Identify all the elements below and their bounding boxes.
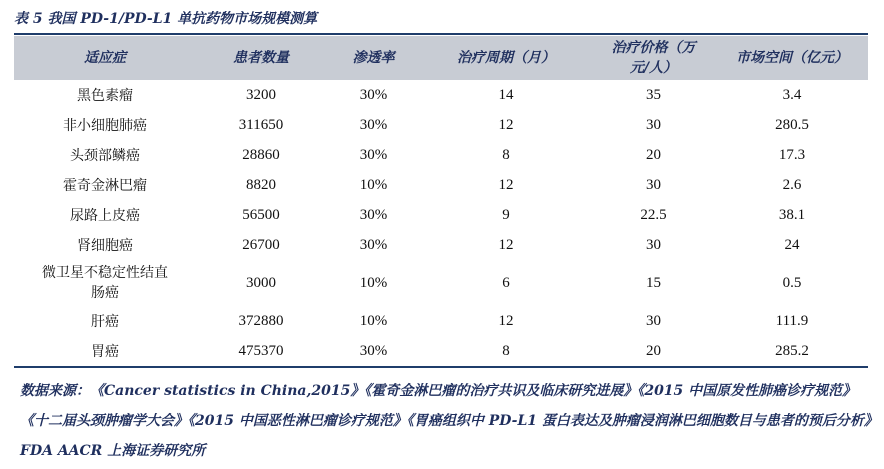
table-row: [14, 200, 868, 230]
cell-cycle: 6: [502, 275, 510, 291]
cell-market: 38.1: [778, 206, 806, 223]
cell-patients: 3200: [246, 86, 276, 103]
cell-patients: 8820: [246, 176, 276, 193]
table-row: [14, 230, 868, 260]
cell-market: 17.3: [778, 146, 806, 163]
cell-patients: 475370: [196, 336, 326, 367]
table-row: [14, 306, 868, 336]
cell-indication: 肝癌: [91, 314, 119, 330]
cell-cycle: 8: [502, 146, 510, 163]
cell-price: 30: [646, 116, 661, 133]
cell-price: 15: [646, 275, 661, 291]
cell-patients: 28860: [242, 146, 280, 163]
market-size-table: [14, 36, 868, 368]
cell-price: 30: [646, 176, 661, 193]
cell-indication: 非小细胞肺癌: [63, 118, 147, 134]
cell-cycle: 12: [498, 236, 514, 253]
col-header-patients: 患者数量: [196, 36, 326, 80]
col-header-market: 市场空间（亿元）: [716, 36, 868, 80]
table-row: [14, 140, 868, 170]
cell-price: 20: [646, 146, 661, 163]
cell-indication: 微卫星不稳定性结直肠癌: [42, 265, 168, 301]
cell-penetration: 10%: [359, 312, 388, 329]
cell-indication: 头颈部鳞癌: [70, 148, 140, 164]
cell-indication: 黑色素瘤: [77, 88, 133, 104]
cell-patients: 56500: [242, 206, 280, 223]
header-row: [14, 36, 868, 80]
cell-market: 3.4: [782, 86, 802, 103]
cell-cycle: 12: [498, 116, 514, 133]
cell-cycle: 12: [498, 176, 514, 193]
cell-market: 285.2: [716, 336, 868, 367]
table-title: 表 5 我国 PD-1/PD-L1 单抗药物市场规模测算: [14, 11, 318, 27]
cell-market: 111.9: [775, 312, 809, 329]
col-header-cycle: 治疗周期（月）: [421, 36, 591, 80]
cell-indication: 肾细胞癌: [77, 238, 133, 254]
cell-cycle: 8: [421, 336, 591, 367]
cell-patients: 3000: [246, 275, 276, 291]
cell-patients: 311650: [238, 116, 284, 133]
cell-patients: 26700: [242, 236, 280, 253]
cell-penetration: 30%: [326, 336, 421, 367]
cell-penetration: 10%: [359, 275, 388, 291]
col-header-price: 治疗价格（万元/人）: [591, 36, 716, 80]
top-rule: [14, 33, 868, 35]
cell-market: 24: [784, 236, 800, 253]
cell-cycle: 14: [498, 86, 514, 103]
table-row: [14, 260, 868, 306]
cell-penetration: 30%: [359, 236, 388, 253]
cell-cycle: 12: [498, 312, 514, 329]
cell-penetration: 30%: [359, 116, 388, 133]
cell-indication: 尿路上皮癌: [70, 208, 140, 224]
cell-price: 35: [646, 86, 661, 103]
cell-market: 2.6: [782, 176, 802, 193]
cell-indication: 胃癌: [14, 336, 196, 367]
cell-price: 30: [646, 312, 661, 329]
cell-penetration: 30%: [359, 146, 388, 163]
table-row: [14, 110, 868, 140]
cell-penetration: 30%: [359, 206, 388, 223]
table-row: [14, 80, 868, 110]
cell-market: 0.5: [782, 275, 802, 291]
cell-market: 280.5: [775, 116, 809, 133]
col-header-penetration: 渗透率: [326, 36, 421, 80]
cell-price: 22.5: [640, 206, 667, 223]
data-source-note: 数据来源：《Cancer statistics in China,2015》《霍奇金淋巴瘤的治疗共识及临床研究进展》《2015 中国原发性肺癌诊疗规范》《十二届头颈肿瘤学大会》《2015 中国恶性淋巴瘤诊疗规范》《胃癌组织中 PD-L1 蛋白表达及肿瘤浸润淋巴细胞数目与患者的预后分析》FDA AACR 上海证券研究所: [20, 383, 871, 459]
col-header-indication: 适应症: [14, 36, 196, 80]
cell-cycle: 9: [502, 206, 510, 223]
cell-penetration: 30%: [359, 86, 388, 103]
cell-penetration: 10%: [359, 176, 388, 193]
table-row: [14, 336, 868, 367]
cell-price: 20: [591, 336, 716, 367]
cell-patients: 372880: [238, 312, 284, 329]
cell-price: 30: [646, 236, 661, 253]
table-row: [14, 170, 868, 200]
cell-indication: 霍奇金淋巴瘤: [63, 178, 147, 194]
